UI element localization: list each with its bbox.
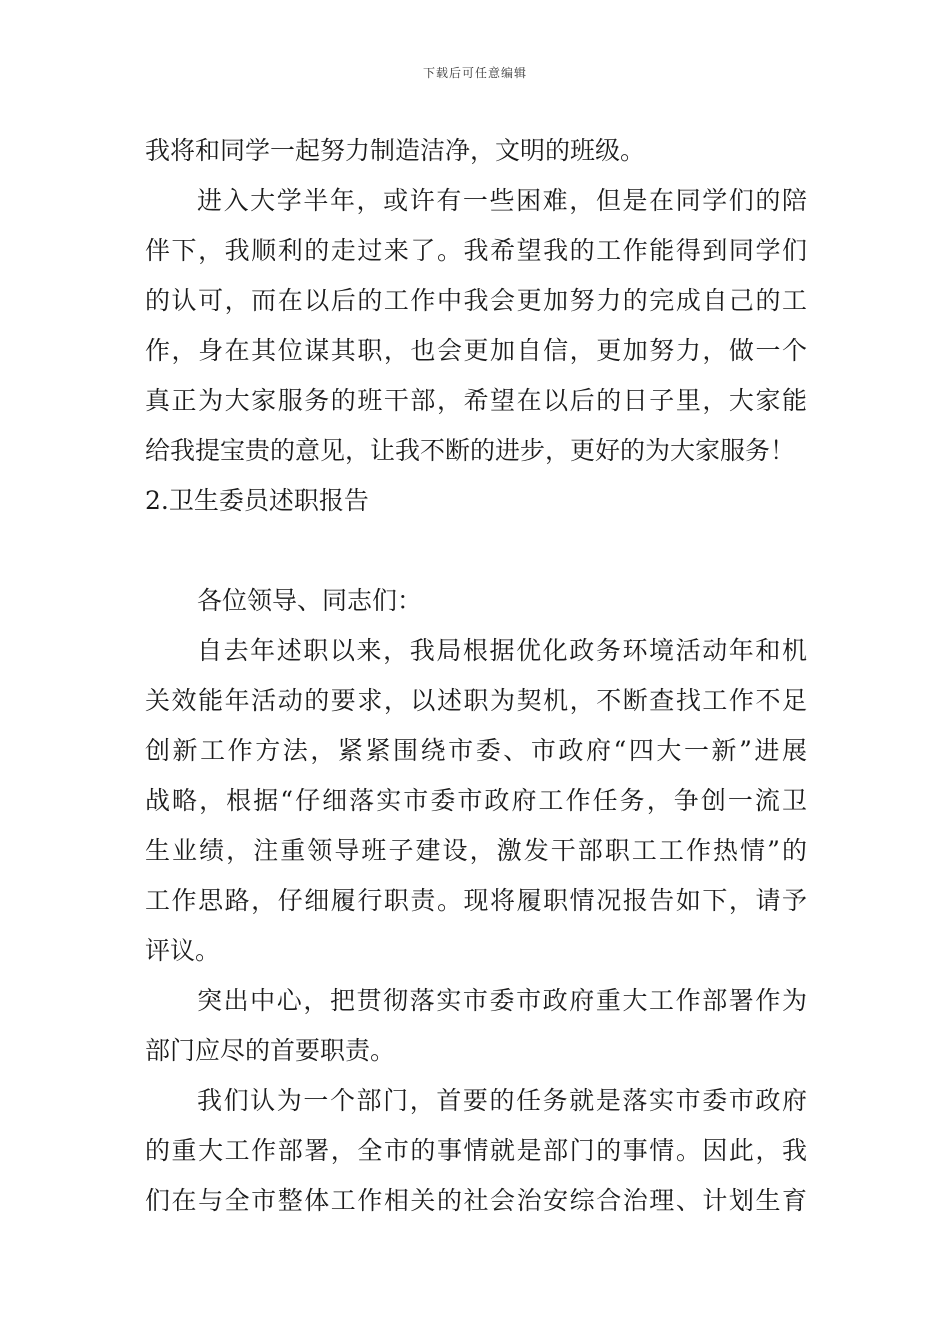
section-heading: 2.卫生委员述职报告	[145, 486, 369, 515]
text-line: 给我提宝贵的意见，让我不断的进步，更好的为大家服务！	[145, 436, 796, 465]
text-line: 关效能年活动的要求，以述职为契机，不断查找工作不足	[145, 686, 807, 715]
text-line: 进入大学半年，或许有一些困难，但是在同学们的陪	[197, 186, 807, 215]
text-line: 们在与全市整体工作相关的社会治安综合治理、计划生育	[145, 1186, 807, 1215]
text-line: 真正为大家服务的班干部，希望在以后的日子里，大家能	[145, 386, 807, 415]
text-line: 伴下，我顺利的走过来了。我希望我的工作能得到同学们	[145, 236, 807, 265]
text-line: 作，身在其位谋其职，也会更加自信，更加努力，做一个	[145, 336, 807, 365]
text-line: 自去年述职以来，我局根据优化政务环境活动年和机	[197, 636, 807, 665]
blank-line	[145, 526, 807, 576]
salutation: 各位领导、同志们：	[197, 586, 423, 615]
text-line: 评议。	[145, 936, 221, 965]
text-line: 部门应尽的首要职责。	[145, 1036, 396, 1065]
text-line: 战略，根据“仔细落实市委市政府工作任务，争创一流卫	[145, 786, 807, 815]
text-line: 创新工作方法，紧紧围绕市委、市政府“四大一新”进展	[145, 736, 807, 765]
text-line: 工作思路，仔细履行职责。现将履职情况报告如下，请予	[145, 886, 807, 915]
document-body	[145, 126, 807, 1226]
text-line: 生业绩，注重领导班子建设，激发干部职工工作热情”的	[145, 836, 807, 865]
text-line: 的重大工作部署，全市的事情就是部门的事情。因此，我	[145, 1136, 807, 1165]
text-line: 我将和同学一起努力制造洁净，文明的班级。	[145, 136, 646, 165]
text-line: 突出中心，把贯彻落实市委市政府重大工作部署作为	[197, 986, 807, 1015]
text-line: 我们认为一个部门，首要的任务就是落实市委市政府	[197, 1086, 807, 1115]
text-line: 的认可，而在以后的工作中我会更加努力的完成自己的工	[145, 286, 807, 315]
page-header-note: 下载后可任意编辑	[422, 66, 527, 80]
